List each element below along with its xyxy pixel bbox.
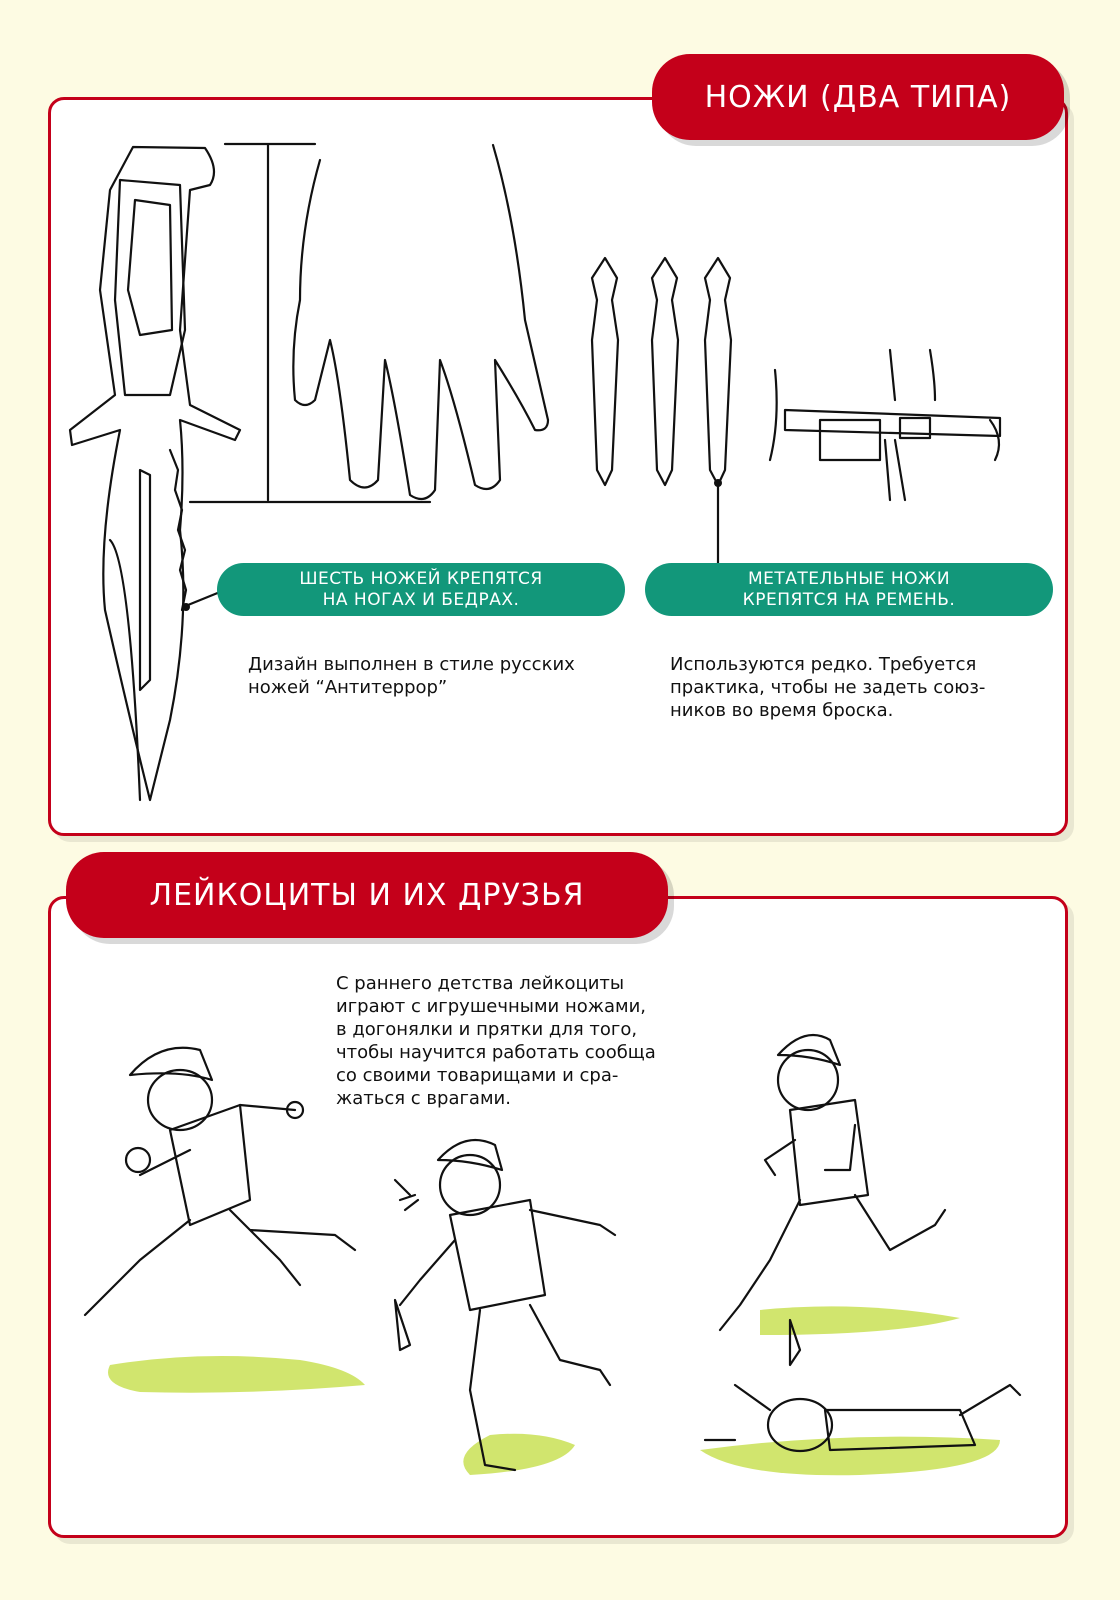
grass-patch xyxy=(700,1437,1000,1476)
friends-note-line: С раннего детства лейкоциты xyxy=(336,973,625,994)
running-child-left xyxy=(85,1048,355,1315)
running-child-right xyxy=(720,1035,945,1330)
throwing-knives-note-line: Используются редко. Требуется xyxy=(670,654,977,675)
knife-design-note-line: ножей “Антитеррор” xyxy=(248,677,448,698)
friends-note-line: играют с игрушечными ножами, xyxy=(336,996,647,1017)
toy-knife-icon xyxy=(395,1300,410,1350)
throwing-knives-note-line: практика, чтобы не задеть союз- xyxy=(670,677,986,698)
callout-throwing-knives-line-1: МЕТАТЕЛЬНЫЕ НОЖИ xyxy=(747,568,951,589)
crawling-child xyxy=(705,1320,1020,1451)
friends-section-title: ЛЕЙКОЦИТЫ И ИХ ДРУЗЬЯ xyxy=(66,852,668,938)
callout-throwing-knives-line-2: КРЕПЯТСЯ НА РЕМЕНЬ. xyxy=(742,589,956,610)
knives-section-title: НОЖИ (ДВА ТИПА) xyxy=(652,54,1064,140)
grass-patch xyxy=(108,1356,365,1393)
friends-note-line: чтобы научится работать сообща xyxy=(336,1042,656,1063)
child-with-toy-knife xyxy=(395,1140,615,1470)
callout-leg-knives-line-2: НА НОГАХ И БЕДРАХ. xyxy=(322,589,520,610)
callout-leg-knives-line-1: ШЕСТЬ НОЖЕЙ КРЕПЯТСЯ xyxy=(299,568,543,589)
friends-note-line: со своими товарищами и сра- xyxy=(336,1065,619,1086)
friends-note-line: жаться с врагами. xyxy=(336,1088,511,1109)
friends-note-line: в догонялки и прятки для того, xyxy=(336,1019,638,1040)
knife-design-note-line: Дизайн выполнен в стиле русских xyxy=(248,654,575,675)
throwing-knives-note-line: ников во время броска. xyxy=(670,700,894,721)
